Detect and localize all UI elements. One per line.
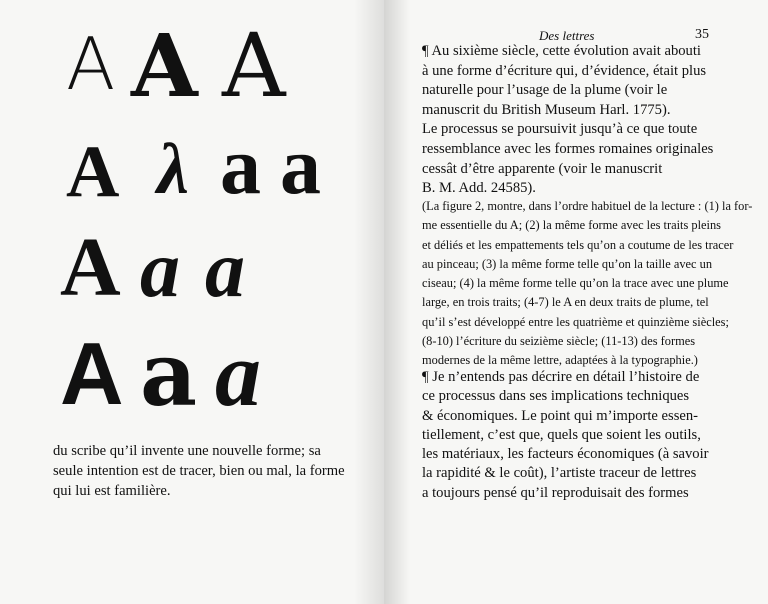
caption-line: modernes de la même lettre, adaptées à la typographie.): [422, 353, 698, 368]
paragraph-1: [422, 42, 752, 199]
text-line: ¶ Je n’entends pas décrire en détail l’histoire de: [422, 369, 700, 385]
figure-caption: [422, 197, 752, 371]
text-line: cessât d’être apparente (voir le manuscrit: [422, 160, 663, 177]
text-line: qui lui est familière.: [53, 483, 171, 499]
letter-a-3: A: [222, 14, 286, 117]
text-line: seule intention est de tracer, bien ou mal, la forme: [53, 463, 345, 479]
text-line: du scribe qu’il invente une nouvelle forme; sa: [53, 443, 321, 459]
gutter-shadow-left: [354, 0, 384, 604]
letter-a-13: a: [215, 323, 261, 425]
text-line: à une forme d’écriture qui, d’évidence, était plus: [422, 62, 707, 79]
right-page: [384, 0, 768, 604]
text-line: naturelle pour l’usage de la plume (voir le: [422, 82, 668, 99]
caption-line: qu’il s’est développé entre les quatrième et quinzième siècles;: [422, 314, 729, 329]
text-line: ce processus dans ses implications techniques: [422, 388, 690, 405]
letter-a-12: a: [140, 322, 198, 426]
letter-a-8: A: [60, 221, 121, 314]
text-line: tiellement, c’est que, quels que soient les outils,: [422, 426, 701, 443]
text-line: la rapidité & le coût), l’artiste traceur de lettres: [422, 465, 697, 482]
letter-a-4: A: [66, 131, 120, 213]
text-line: Le processus se poursuivit jusqu’à ce que toute: [422, 121, 698, 138]
text-line: ressemblance avec les formes romaines originales: [422, 140, 714, 157]
letter-a-5: λ: [157, 129, 189, 209]
caption-line: large, en trois traits; (4-7) le A en deux traits de plume, tel: [422, 295, 709, 310]
text-line: a toujours pensé qu’il reproduisait des formes: [422, 484, 689, 501]
caption-line: et déliés et les empattements tels qu’on a coutume de les tracer: [422, 237, 734, 252]
left-page-text: [53, 441, 373, 501]
letter-a-6: a: [220, 120, 261, 211]
caption-line: au pinceau; (3) la même forme telle qu’on la taille avec un: [422, 256, 713, 271]
text-line: manuscrit du British Museum Harl. 1775).: [422, 101, 671, 118]
text-line: les matériaux, les facteurs économiques (à savoir: [422, 446, 709, 463]
letter-a-7: a: [280, 120, 321, 211]
page-number: 35: [695, 27, 709, 42]
letter-a-1: A: [66, 22, 116, 106]
running-head: Des lettres: [539, 28, 595, 43]
caption-line: me essentielle du A; (2) la même forme avec les traits pleins: [422, 218, 721, 233]
letter-a-2: A: [131, 16, 198, 117]
letter-a-11: A: [60, 324, 124, 423]
text-line: & économiques. Le point qui m’importe essen-: [422, 407, 699, 424]
caption-line: (8-10) l’écriture du seizième siècle; (11-13) des formes: [422, 334, 696, 349]
caption-line: (La figure 2, montre, dans l’ordre habituel de la lecture : (1) la for-: [422, 199, 753, 213]
gutter-shadow-right: [384, 0, 410, 604]
letter-a-10: a: [205, 226, 245, 314]
caption-line: ciseau; (4) la même forme telle qu’on la trace avec une plume: [422, 276, 729, 291]
text-line: ¶ Au sixième siècle, cette évolution avait abouti: [422, 43, 701, 59]
letter-a-9: a: [140, 226, 180, 314]
text-line: B. M. Add. 24585).: [422, 180, 536, 197]
paragraph-2: [422, 368, 752, 503]
